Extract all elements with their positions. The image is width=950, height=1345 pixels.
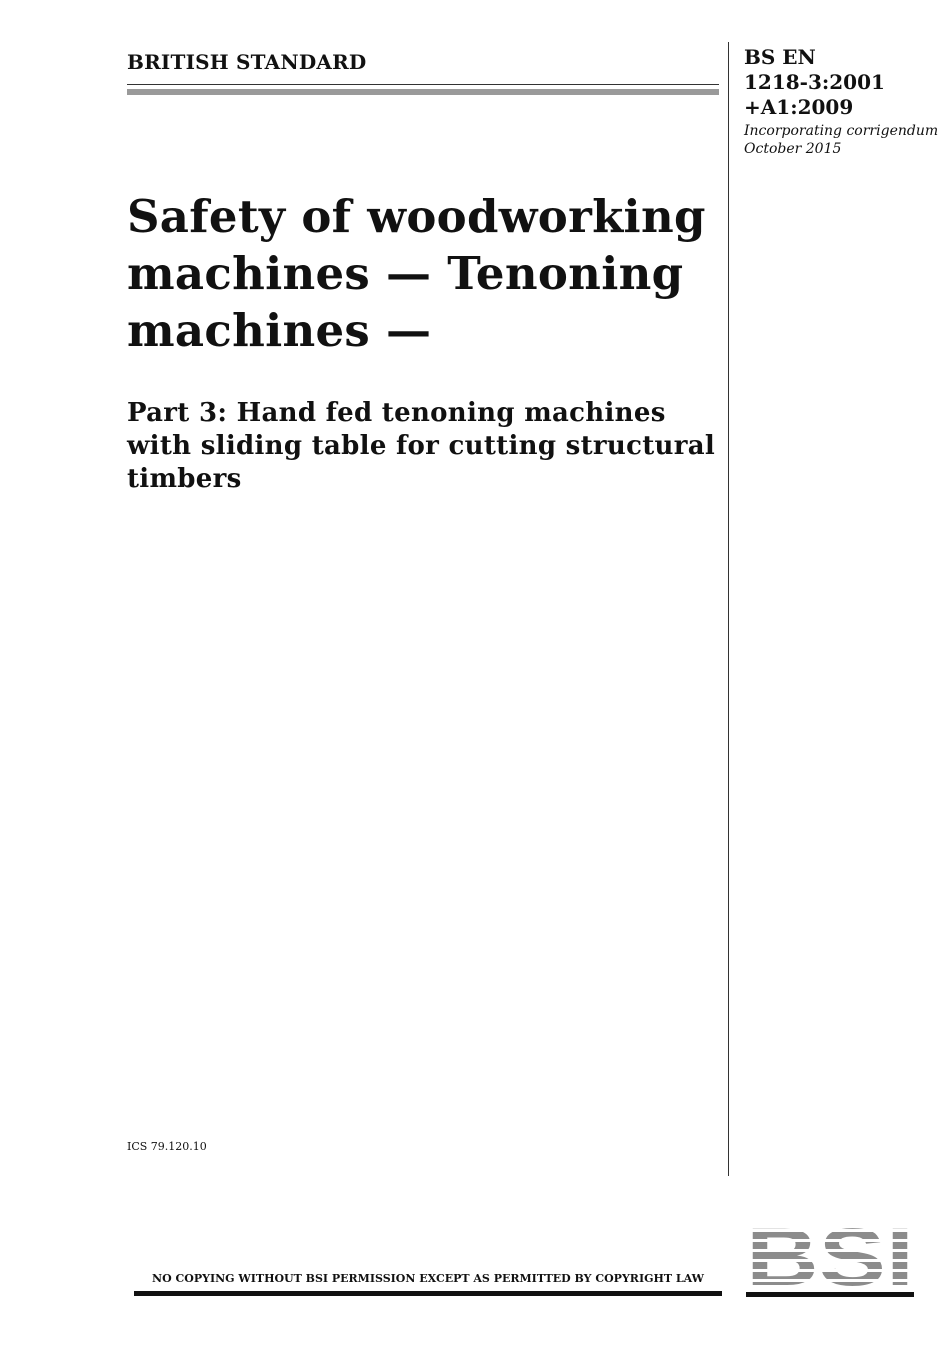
document-title-line: Safety of woodworking [127, 190, 706, 243]
ics-code: ICS 79.120.10 [127, 1140, 207, 1153]
part-title-line: with sliding table for cutting structural [127, 431, 716, 461]
document-part-title [127, 397, 722, 496]
part-title-line: Part 3: Hand fed tenoning machines [127, 398, 666, 428]
header-rule-thin [127, 84, 719, 85]
corrigendum-note-line: Incorporating corrigendum [744, 123, 939, 139]
header-rule-thick [127, 89, 719, 95]
footer-rule [134, 1291, 722, 1296]
standard-number [744, 45, 885, 120]
standard-number-line: +A1:2009 [744, 95, 854, 119]
corrigendum-note-line: October 2015 [744, 141, 842, 157]
standard-number-line: 1218-3:2001 [744, 70, 885, 94]
corrigendum-note [744, 122, 938, 158]
standard-type-label: BRITISH STANDARD [127, 50, 367, 74]
document-title [127, 188, 722, 359]
column-divider [728, 42, 729, 1176]
part-title-line: timbers [127, 464, 242, 494]
bsi-logo-icon: BSI [746, 1222, 914, 1298]
document-title-line: machines — [127, 304, 432, 357]
copyright-notice: NO COPYING WITHOUT BSI PERMISSION EXCEPT AS PERMITTED BY COPYRIGHT LAW [152, 1272, 704, 1285]
standard-number-line: BS EN [744, 45, 816, 69]
document-title-line: machines — Tenoning [127, 247, 684, 300]
